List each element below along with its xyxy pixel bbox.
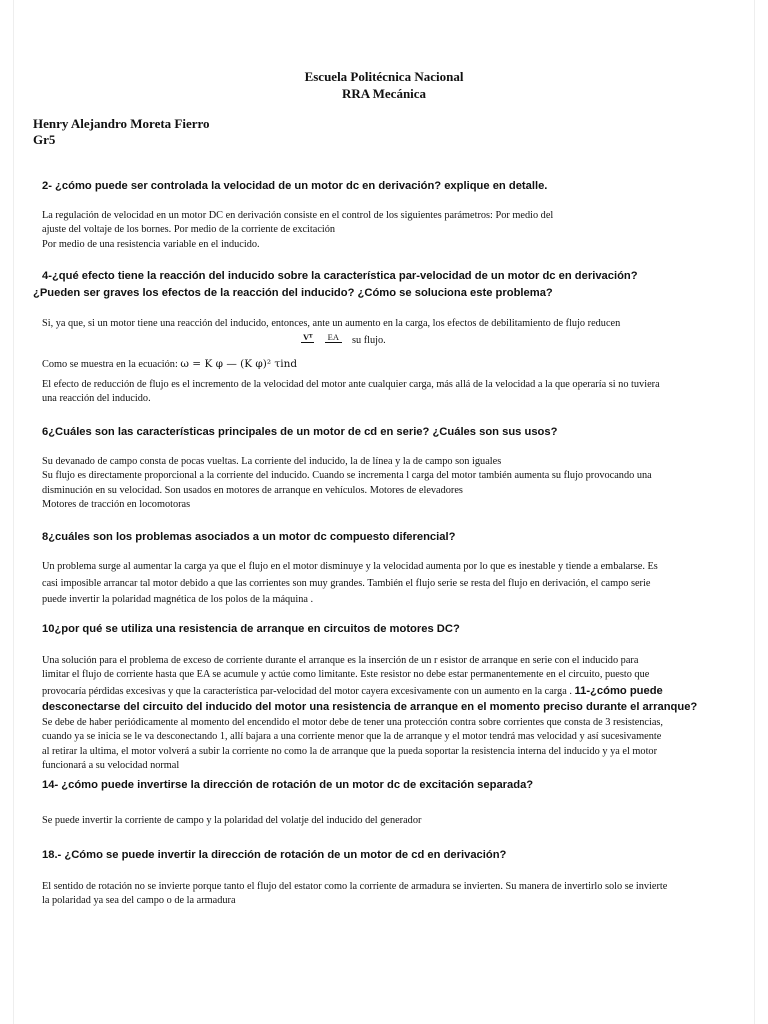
answer-6-line: Motores de tracción en locomotoras bbox=[42, 498, 191, 510]
question-11: desconectarse del circuito del inducido del motor una resistencia de arranque en el momento preciso durante el arranque? bbox=[42, 701, 698, 713]
answer-18 bbox=[42, 880, 667, 909]
answer-11-line: al retirar la ultima, el motor volverá a subir la corriente no como la de arranque que la pueda soportar la resistencia interna del inducido y ya el motor bbox=[42, 745, 658, 757]
answer-11 bbox=[42, 716, 663, 773]
answer-11-line: cuando ya se inicia se le va desconectando 1, allí bajara a una corriente menor que la de arranque y el motor tendrá mas velocidad y así sucesivamente bbox=[42, 731, 662, 743]
answer-8-line: puede invertir la polaridad magnética de los polos de la máquina . bbox=[42, 594, 314, 605]
answer-2-line: La regulación de velocidad en un motor DC en derivación consiste en el control de los siguientes parámetros: Por medio del bbox=[42, 210, 554, 221]
fraction-vt: Vᵀ bbox=[303, 332, 313, 342]
answer-8-line: Un problema surge al aumentar la carga ya que el flujo en el motor disminuye y la velocidad aumenta por lo que es inestable y tiende a embalarse. Es bbox=[42, 561, 658, 572]
flux-text: su flujo. bbox=[352, 335, 386, 346]
author-name: Henry Alejandro Moreta Fierro bbox=[33, 116, 210, 131]
fraction-vt-ea bbox=[301, 332, 342, 343]
speed-equation: ω = K φ — (K φ)² τind bbox=[180, 358, 298, 370]
institution-title: Escuela Politécnica Nacional bbox=[304, 69, 464, 84]
answer-10-line: Una solución para el problema de exceso de corriente durante el arranque es la inserción de un r esistor de arranque en serie con el inducido para bbox=[42, 655, 639, 666]
fraction-ea: EA bbox=[325, 332, 342, 343]
question-4 bbox=[42, 268, 638, 284]
question-11-start: 11-¿cómo puede bbox=[574, 684, 663, 697]
answer-8 bbox=[42, 559, 658, 609]
equation-intro: Como se muestra en la ecuación: bbox=[42, 359, 178, 370]
answer-2-line: Por medio de una resistencia variable en el inducido. bbox=[42, 238, 260, 250]
answer-18-line: la polaridad ya sea del campo o de la armadura bbox=[42, 895, 236, 907]
answer-18-line: El sentido de rotación no se invierte porque tanto el flujo del estator como la corriente de armadura se invierten. Su manera de invertirlo solo se invierte bbox=[42, 881, 668, 892]
answer-8-line: casi imposible arrancar tal motor debido a que las corrientes son muy grandes. También el flujo serie se resta del flujo en derivación, el campo serie bbox=[42, 577, 651, 589]
answer-10-last-line bbox=[42, 683, 663, 700]
answer-2 bbox=[42, 209, 553, 252]
question-14: 14- ¿cómo puede invertirse la dirección de rotación de un motor dc de excitación separada? bbox=[42, 779, 534, 791]
answer-11-line: Se debe de haber periódicamente al momento del encendido el motor debe de tener una protección contra sobre corrientes que consta de 3 resistencias, bbox=[42, 717, 663, 728]
question-6: 6¿Cuáles son las características principales de un motor de cd en serie? ¿Cuáles son sus usos? bbox=[42, 426, 558, 438]
question-2: 2- ¿cómo puede ser controlada la velocidad de un motor dc en derivación? explique en detalle. bbox=[42, 180, 548, 192]
answer-10-line: provocaría pérdidas excesivas y que la característica par-velocidad del motor cayera excesivamente con un aumento en la carga . bbox=[42, 685, 575, 697]
question-8: 8¿cuáles son los problemas asociados a un motor dc compuesto diferencial? bbox=[42, 531, 456, 543]
answer-14: Se puede invertir la corriente de campo y la polaridad del volatje del inducido del generador bbox=[42, 815, 422, 826]
equation-line bbox=[42, 357, 297, 372]
answer-4-rest bbox=[42, 378, 660, 407]
answer-10 bbox=[42, 654, 663, 700]
answer-10-line: limitar el flujo de corriente hasta que EA se acumule y actúe como limitante. Este resistor no debe estar permanentemente en el circuito, puesto que bbox=[42, 669, 650, 681]
question-4-line: 4-¿qué efecto tiene la reacción del inducido sobre la característica par-velocidad de un motor dc en derivación? bbox=[42, 270, 638, 282]
answer-2-line: ajuste del voltaje de los bornes. Por medio de la corriente de excitación bbox=[42, 224, 336, 236]
answer-6-line: Su flujo es directamente proporcional a la corriente del inducido. Cuando se incrementa l carga del motor también aumenta su flujo provocando una bbox=[42, 470, 652, 482]
answer-6-line: disminución en su velocidad. Son usados en motores de arranque en vehículos. Motores de elevadores bbox=[42, 484, 463, 496]
answer-4-line: una reacción del inducido. bbox=[42, 393, 151, 405]
answer-4-line: Si, ya que, si un motor tiene una reacción del inducido, entonces, ante un aumento en la carga, los efectos de debilitamiento de flujo reducen bbox=[42, 318, 621, 329]
answer-6 bbox=[42, 455, 652, 512]
group-label: Gr5 bbox=[33, 132, 56, 147]
question-4-line-2: ¿Pueden ser graves los efectos de la reacción del inducido? ¿Cómo se soluciona este problema? bbox=[33, 287, 553, 299]
course-title: RRA Mecánica bbox=[341, 86, 427, 101]
answer-6-line: Su devanado de campo consta de pocas vueltas. La corriente del inducido, la de línea y la de campo son iguales bbox=[42, 456, 502, 467]
question-18: 18.- ¿Cómo se puede invertir la dirección de rotación de un motor de cd en derivación? bbox=[42, 849, 507, 861]
question-10: 10¿por qué se utiliza una resistencia de arranque en circuitos de motores DC? bbox=[42, 623, 460, 635]
document-page bbox=[14, 0, 754, 1024]
answer-4-line: El efecto de reducción de flujo es el incremento de la velocidad del motor ante cualquier carga, más allá de la velocidad a la que operaría si no tuviera bbox=[42, 379, 660, 390]
answer-11-line: funcionará a su velocidad normal bbox=[42, 759, 180, 771]
